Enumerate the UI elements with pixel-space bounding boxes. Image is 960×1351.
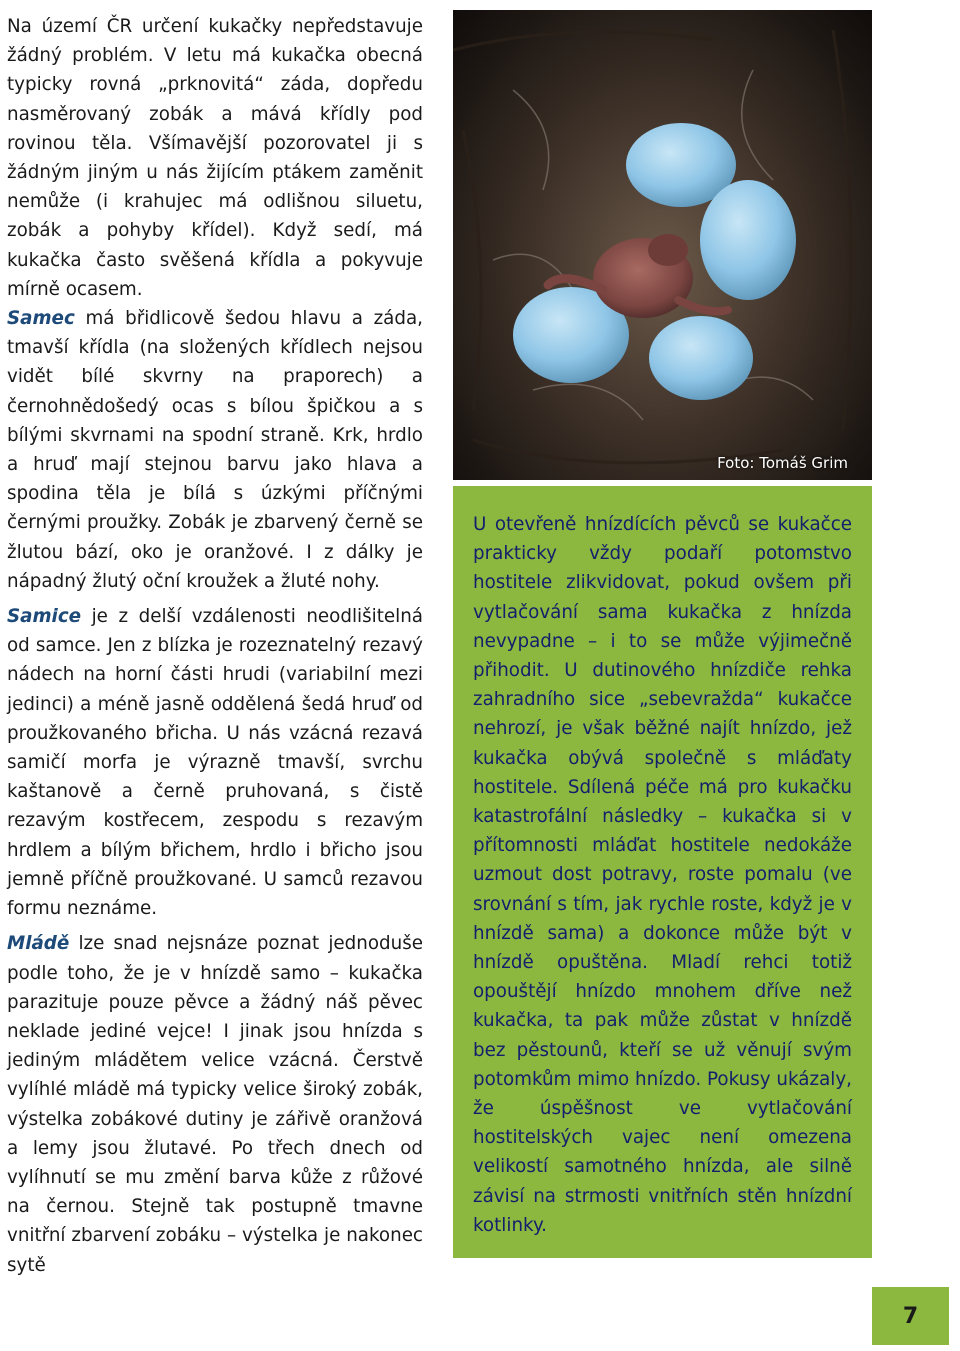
male-description: má břidlicově šedou hlavu a záda, tmavší křídla (na složených křídlech nejsou vidět bílé skvrny na praporech) a černohnědošedý ocas s bílou špičkou a s bílými skvrnami na spodní straně. Krk, hrdlo a hruď mají stejnou barvu jako hlava a spodina těla je bílá s úzkými příčnými černými proužky. Zobák je zbarvený černě se žlutou bází, oko je oranžové. I z dálky je nápadný žlutý oční kroužek a žluté nohy. (7, 308, 423, 592)
egg-bottom (649, 316, 753, 400)
chick-head (648, 234, 688, 266)
male-paragraph (7, 304, 423, 596)
sidebar-text: U otevřeně hnízdících pěvců se kukačce prakticky vždy podaří potomstvo hostitele zlikvidovat, pokud ovšem při vytlačování sama kukačka z hnízda nevypadne – i to se může výjimečně přihodit. U dutinového hnízdiče rehka zahradního sice „sebevražda“ kukačce nehrozí, je však běžné najít hnízdo, jež kukačka obývá společně s mláďaty hostitele. Sdílená péče má pro kukačku katastrofální následky – kukačka si v přítomnosti mláďat hostitele nedokáže uzmout dost potravy, roste pomalu (ve srovnání s tím, jak rychle roste, když je v hnízdě sama) a dokonce může být v hnízdě opuštěna. Mladí rehci totiž opouštějí hnízdo mnohem dříve než kukačka, ta pak může zůstat v hnízdě bez pěstounů, kteří se už věnují svým potomkům mimo hnízdo. Pokusy ukázaly, že úspěšnost ve vytlačování hostitelských vajec není omezena velikostí samotného hnízda, ale silně závisí na strmosti vnitřních stěn hnízdní kotlinky. (473, 514, 852, 1236)
sidebar-box (453, 486, 872, 1258)
page-number: 7 (872, 1287, 949, 1345)
female-term: Samice (7, 606, 82, 628)
nest-illustration (453, 10, 872, 480)
chick-wing-right (678, 300, 728, 311)
intro-paragraph: Na území ČR určení kukačky nepředstavuje žádný problém. V letu má kukačka obecná typicky rovná „prknovitá“ záda, dopředu nasměrovaný zobák a mává křídly pod rovinou těla. Všímavější pozorovatel ji s žádným jiným u nás žijícím ptákem zaměnit nemůže (i krahujec má odlišnou siluetu, zobák a pohyby křídel). Když sedí, má kukačka často svěšená křídla a pokyvuje mírně ocasem. (7, 16, 423, 300)
male-term: Samec (7, 308, 75, 330)
main-text-column (7, 12, 423, 1280)
female-description: je z delší vzdálenosti neodlišitelná od samce. Jen z blízka je rozeznatelný rezavý nádech na horní části hrudi (variabilní mezi jedinci) a méně jasně oddělená šedá hruď od proužkovaného břicha. U nás vzácná rezavá samičí morfa je výrazně tmavší, svrchu kaštanově a černě pruhovaná, s čistě rezavým kostřecem, zespodu s rezavým hrdlem a bílým břichem, hrdlo i břicho jsou jemně příčně proužkované. U samců rezavou formu neznáme. (7, 606, 423, 920)
egg-right (700, 180, 796, 300)
photo-credit: Foto: Tomáš Grim (717, 454, 848, 472)
chick-term: Mládě (7, 933, 70, 955)
chick-description: lze snad nejsnáze poznat jednoduše podle toho, že je v hnízdě samo – kukačka parazituje pouze pěvce a žádný náš pěvec neklade jediné vejce! I jinak jsou hnízda s jediným mládětem velice vzácná. Čerstvě vylíhlé mládě má typicky velice široký zobák, výstelka zobákové dutiny je zářivě oranžová a lemy jsou žlutavé. Po třech dnech od vylíhnutí se mu změní barva kůže z růžové na černou. Stejně tak postupně tmavne vnitřní zbarvení zobáku – výstelka je nakonec sytě (7, 933, 423, 1276)
nest-photo (453, 10, 872, 480)
female-paragraph (7, 602, 423, 923)
chick-paragraph (7, 929, 423, 1279)
